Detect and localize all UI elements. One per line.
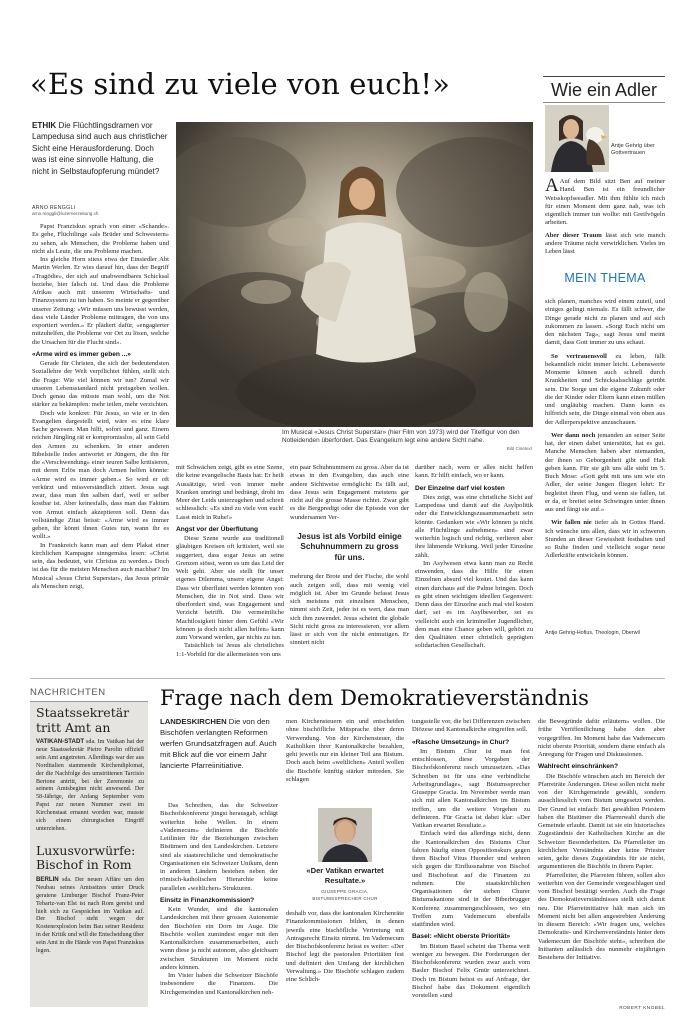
- portrait-caption: Antje Gehrig über Gottvertrauen: [611, 143, 655, 157]
- pull-quote: Jesus ist als Vorbild einige Schuhnummern zu gross für uns.: [297, 531, 402, 562]
- article-column-2: [176, 464, 284, 670]
- author-block: [32, 205, 169, 216]
- news-item-2-text: [36, 876, 144, 956]
- news-body: sda. Im Vatikan hat der neue Staatssekretär Pietro Parolin offiziell sein Amt angetreten. Allerdings war der aus Norditalien stammende Kirchendiplomat, der die Nachfolge des umstrittenen Tarcisio Bertone antritt, bei der Zeremonie zu seinem Amtsbeginn nicht anwesend. Der 58-Jährige, der Anfang September vom Papst zur neuen Nummer zwei im Kirchenstaat ernannt worden war, musste sich einem chirurgischen Eingriff unterziehen.: [36, 739, 144, 832]
- news-item-1-text: [36, 738, 144, 834]
- subheading: Einsitz in Finanzkommission?: [160, 896, 255, 904]
- news-body: sda. Der neuen Affäre um den Neubau seines Amtssitzes unter Druck geratene Limburger Bischof Franz-Peter Tebartz-van Elst ist nach Rom gereist und hielt sich zu Gesprächen im Vatikan auf. Der Bischof steht wegen der Kostenexplosion beim Bau seiner Residenz in der Kritik und will die Entscheidung über sein Amt in die Hände von Papst Franziskus legen.: [36, 876, 144, 955]
- article-column-3: [290, 464, 409, 670]
- bottom-headline: Frage nach dem Demokratieverständnis: [160, 686, 589, 710]
- paragraph: In Frankreich kann man auf dem Plakat einer kirchlichen Kampagne sinngemäss lesen: «Christ sein, das bedeutet, wie Christus zu werden.» Doch ist das für die meisten Menschen auch machbar? Im Musical «Jesus Christ Superstar», das Jesus primär als Menschen zeigt,: [32, 541, 169, 590]
- subheading: Der Einzelne darf viel kosten: [415, 484, 505, 492]
- sidebar-p1: Auf dem Bild sitzt Ben auf meiner Hand. Ben ist ein freundlicher Weisskopfseeadler. Mit ihm fühlte ich mich für einen Moment dem ganz nah, was ich eigentlich immer tun wollte: mit Greifvögeln arbeiten.: [545, 178, 665, 227]
- paragraph: tungsstelle vor, die bei Differenzen zwischen Diözese und Kantonalkirche eingreifen soll.: [412, 718, 530, 734]
- mein-thema-label: MEIN THEMA: [564, 271, 646, 285]
- paragraph: Kein Wunder, sind die kantonalen Landeskirchen mit ihrer grossen Autonomie den Bischöfen ein Dorn im Auge. Die Bischöfe wollen zumindest enger mit den Kantonalkirchen zusammenarbeiten, auch wenn diese ja nicht autonom, also gleichsam zwischen Strukturen im Moment nicht anders können.: [160, 906, 278, 971]
- paragraph: Tatsächlich ist Jesus als christliches 1:1-Vorbild für die allermeisten von uns: [176, 642, 284, 658]
- paragraph: die Bewegründe dafür erläutern» wollen. Die frühe Veröffentlichung habe den aber vorgegriffen. Im Moment habe das Vademecum nicht oberste Priorität, sondern diene einfach als Anregung für Fragen und Diskussionen.: [538, 718, 665, 758]
- bottom-lede-text: Die von den Bischöfen verlangten Reformen werfen Grundsatzfragen auf. Auch mit Blick auf die vor einem Jahr lancierte Pfarreiinitiative.: [160, 717, 277, 770]
- bold-lead: Aber dieser Traum: [545, 231, 602, 239]
- paragraph: Diese Szene wurde aus traditionell gläubigen Kreisen oft kritisiert, weil sie suggeriert, dass sogar Jesus an seine Grenzen stösst, wenn es um das Leid der Welt geht. Aber sie stellt für unser eigenes Dilemma, unsere eigene Angst: Dass wir überflutet werden könnten von Menschen, die in Not sind. Dass wir überfordert sind, was Engagement und Verzicht betrifft. Die vermeintliche Machtlosigkeit hinter dem Gefühl «Wir können ja doch nicht allen helfen» kann zum Vorwand werden, gar nichts zu tun.: [176, 535, 284, 641]
- bold-lead: So vertrauensvoll: [551, 352, 607, 360]
- article-column-4: [415, 464, 533, 670]
- sidebar-p2: lässt sich wie manch andere Träume nicht verwirklichen. Vieles im Leben lässt: [545, 231, 665, 255]
- paragraph: mehrung der Brote und der Fische, die wohl auch zeigen soll, dass mit wenig viel möglich ist. Aber im Grunde befasst Jesus sich meistens mit einzelnen Menschen, nimmt sich Zeit, jeder ist es wert, dass man sich ihm zuwendet. Jesus scheint die globale Sicht nicht gross zu interessieren, vor allem lässt er sich von ihr nicht entmutigen. Er sinniert nicht: [290, 573, 409, 647]
- news-section-label: NACHRICHTEN: [30, 687, 148, 702]
- jesus-christ-superstar-photo: [176, 122, 533, 427]
- bold-lead: Wir fallen nie: [551, 519, 592, 527]
- paragraph: men Kirchensteuern ein und entscheiden ohne bischöfliche Mitsprache über deren Verwendung. Von der Kirchensteuer, die Katholiken ihrer Kantonalkirche bezahlen, geht jeweils nur ein kleiner Teil ans Bistum. Doch auch beim «weltlichen» Anteil wollen die Bischöfe künftig stärker mitreden. Sie schlagen: [286, 718, 404, 783]
- bottom-author: ROBERT KNOBEL: [619, 1006, 665, 1011]
- bold-lead: Wer dann noch: [551, 431, 596, 439]
- photo-credit: Bild Cinetext: [506, 446, 532, 451]
- subheading: «Arme wird es immer geben ...»: [32, 350, 131, 358]
- paragraph: Das Schreiben, das die Schweizer Bischofskonferenz jüngst herausgab, schlägt weiterhin hohe Wellen. In einem «Vademecum» definieren die Bischöfe Leitlinien für die Beziehungen zwischen Bistümern und den Landeskirchen. Letztere sind als staatsrechtliche und demokratische Organisationen ein Schweizer Unikum, denn in anderen Ländern bestehen neben der römisch-katholischen Hierarchie keine parallelen «weltlichen» Strukturen.: [160, 802, 278, 892]
- lede-text: Die Flüchtlingsdramen vor Lampedusa sind auch aus christlicher Sicht eine Herausforderung. Doch was ist eine sinnvolle Haltung, die nicht in Selbstaufopferung mündet?: [32, 121, 168, 176]
- paragraph: Dies zeigt, was eine christliche Sicht auf Lampedusa und damit auf die Asylpolitik oder die Entwicklungszusammenarbeit sein könnte. Gedanken wie «Wir können ja nicht alle Flüchtlinge aufnehmen» sind zwar weiterhin logisch und richtig, verlieren aber ihre lähmende Wirkung. Weil jeder Einzelne zählt.: [415, 493, 533, 559]
- paragraph: mit Schwächen zeigt, gibt es eine Szene, die keine evangelische Basis hat: Er heilt Aussätzige, wird von immer mehr Kranken umringt und bedrängt, droht im Meer der Leids unterzugehen und schreit schliesslich: «Es sind zu viele von euch! Lasst mich in Ruhe!»: [176, 464, 284, 521]
- paragraph: Ins gleiche Horn stiess etwa der Einsiedler Abt Martin Werlen. Er wies darauf hin, dass der Begriff «Tragödie», der sich auf unabwendbares Schicksal beziehe, hier falsch ist. Und dass die Probleme Afrikas auch mit unserem Wirtschafts- und Finanzsystem zu tun haben. So meinte er gegenüber unserer Zeitung: «Wir müssen uns bewusst werden, dass viele Länder Probleme mittragen, die von uns exportiert werden.» Er plädiert dafür, «engagierter mitzuhelfen, die Probleme vor Ort zu lösen, welche die Ursachen für die Flucht sind».: [32, 256, 169, 346]
- news-kicker: VATIKAN-STADT: [36, 738, 85, 745]
- paragraph: Einfach wird das allerdings nicht, denn die Kantonalkirchen des Bistums Chur fahren häufig einen Oppositionskurs gegen ihren Bischof Vitus Huonder und wehren sich gegen die Einflussnahme von Bischof und Bischofsrat auf die Finanzen zu nehmen. Die staatskirchlichen Organisationen der sieben Churer Bistumskantone sind in der Biberbrugger Konferenz zusammengeschlossen, wo ein Treffen zum Vademecum ebenfalls stattfinden wird.: [412, 830, 530, 928]
- paragraph: Im Bistum Basel scheint das Thema weit weniger zu bewegen. Die Forderungen der Bischofskonferenz wurden zwar auch vom Basler Bischof Felix Gmür unterzeichnet. Doch im Bistum heisst es auf Anfrage, der Bischof habe das Dokument eigentlich vorstellen «und: [412, 942, 530, 999]
- sidebar-top-rule: [543, 76, 665, 77]
- paragraph: ein paar Schuhnummern zu gross. Aber da ist etwas in den Evangelien, das auch eine andere Sichtweise ermöglicht: Es fällt auf, dass Jesus sein Engagement meistens gar nicht auf die grosse Masse richtet. Zwar gibt es die Bergpredigt oder die Episode von der wundersamen Ver-: [290, 464, 409, 521]
- bottom-column-2b: [286, 910, 404, 1014]
- sidebar-text-bottom: [545, 298, 665, 616]
- sidebar-p5: jemanden an seiner Seite hat, der einen dabei unterstützt, hat es gut. Manche Menschen haben aber niemanden, der ihnen so Geborgenheit gibt und Halt geben kann. Für sie gilt uns alle steht im 5. Buch Mose: «Gott geht mit uns um wie ein Adler, der seine Jungen fliegen lehrt: Er begleitet ihren Flug, und wenn sie fallen, ist er da, er breitet seine Schwingen unter ihnen aus und fängt sie auf.»: [545, 431, 665, 513]
- paragraph: [545, 353, 665, 427]
- subheading: Angst vor der Überflutung: [176, 525, 259, 533]
- sidebar-title: Wie ein Adler: [543, 78, 665, 103]
- article-column-1: [32, 223, 169, 670]
- subheading: Basel: «Nicht oberste Priorität»: [412, 933, 511, 941]
- lede-kicker: ETHIK: [32, 121, 57, 130]
- paragraph: Die Bischöfe wünschen auch im Bereich der Pfarreiräte Änderungen. Diese sollen nicht mehr von der Kirchgemeinde gewählt, sondern ausschliesslich vom Bistum umgesetzt werden. Der Grund ist einfach: Bei gewählten Priestern haben die Bistümer die Pfarrerwahl durch die Gemeinde erlaubt. Damit ist sie ein historisches Zugeständnis der Katholischen Kirche an die Schweizer Besonderheiten. Da Pfarreileiter im kirchlichen Verständnis aber keine Priester seien, gelte dieses Zugeständnis für sie nicht, argumentieren die Bischöfe in ihrem Papier.: [538, 772, 665, 871]
- sidebar-p4: zu leben, fällt bekanntlich nicht immer leicht. Lebenswerte Momente können auch schnell durch Krankheiten und Schicksalsschläge getrübt sein. Die Sorge um die eigene Zukunft oder die der Kinder oder Eltern kann einen müllen und ungläubig machen. Dann kann es hilfreich sein, die Dinge einmal von oben aus der Adlerperspektive anzuschauen.: [545, 352, 665, 426]
- bottom-column-4: [538, 718, 665, 1004]
- paragraph: Pfarreileiter, die Pfarreien führen, sollen also weiterhin von der Gemeinde vorgeschlagen und vom Bischof bestätigt werden. Auch die Frage des Demokratieverständnisses stellt sich damit neu. Die Pfarreiinitiative hält man sich im Moment nicht bei allen angestrebten Änderung in diesem Bereich: «Wir fragen uns, welches Demokratie- und Kirchenverständnis hinter dem Vademecum der Bischöfe steht», schreiben die Initianten anlässlich des nunmehr einjährigen Bestehens der Initiative.: [538, 871, 665, 961]
- drop-cap: A: [545, 178, 559, 196]
- bottom-column-3: [412, 718, 530, 1014]
- sidebar-p6: tiefer als in Gottes Hand. Ich wünsche uns allen, dass wir in schweren Stunden an dieser Gewissheit festhalten und so Ruhe finden und vielleicht sogar neue Adlerkräfte entwickeln können.: [545, 519, 665, 560]
- sidebar-text-top: [545, 178, 665, 260]
- paragraph: Im Asylwesen etwa kann man zu Recht einwenden, dass die Hilfe für einen Einzelnen absurd viel kostet. Und das kann einen durchaus auf die Palme bringen. Doch es gibt einen wichtigen ideellen Gegenwert: Denn dass der Einzelne auch mal viel kosten darf, sei es im Asylbewerber, sei es vielleicht auch ein krimineller Jugendlicher, dem man eine Chance geben will, gehört zu den Qualitäten einer christlich geprägten solidarischen Gesellschaft.: [415, 559, 533, 650]
- paragraph: sich planen, manches wird einem zuteil, und einiges gelingt niemals. Es fällt schwer, die Dinge gerade nicht zu planen und auf sich zukommen zu lassen. «Sorgt Euch nicht um den nächsten Tag», sagt Jesus und meint damit, dass Gott immer zu uns schaut.: [545, 298, 665, 347]
- paragraph: darüber nach, wem er alles nicht helfen kann. Er hilft einfach, wo er kann.: [415, 464, 533, 480]
- paragraph: deshalb vor, dass die kantonalen Kirchenräte Finanzkommissionen bilden, in denen jeweils eine bischöfliche Vertretung mit Antragsrecht Einsitz nimmt. Im Vademecum der Bischofskonferenz heisst es weiter: «Der Bischof legt die pastoralen Prioritäten fest und definiert den Umfang der kirchlichen Verwaltung.» Die Bischöfe schlagen zudem eine Schlich-: [286, 910, 404, 983]
- bottom-column-2: [286, 718, 404, 800]
- author-name: ARNO RENGGLI: [32, 205, 76, 211]
- spokesperson-portrait: [318, 808, 372, 862]
- bottom-lede: [160, 717, 278, 772]
- photo-caption: Im Musical «Jesus Christ Superstar» (hier Film von 1973) wird der Titelfigur von den Notleidenden überfordert. Das Evangelium legt eine andere Sicht nahe.: [282, 429, 520, 444]
- bottom-column-1: [160, 802, 278, 1014]
- pull-quote: «Der Vatikan erwartet Resultate.»: [306, 866, 384, 885]
- paragraph: Im Visier haben die Schweizer Bischöfe insbesondere die Finanzen. Die Kirchgemeinden und Kantonalkirchen neh-: [160, 972, 278, 996]
- paragraph: Im Bistum Chur ist man fest entschlossen, diese Vorgaben der Bischofskonferenz rasch umzusetzen. «Das Schreiben ist für uns eine verbindliche Arbeitsgrundlage», sagt Bistumssprecher Giuseppe Gracia. Im November werde man sich mit allen Kantonalkirchen im Bistum treffen, um die weitere Vorgehen zu definieren. Für Gracia ist dabei klar: «Der Vatikan erwartet Resultate.»: [412, 747, 530, 829]
- bottom-lede-kicker: LANDESKIRCHEN: [160, 717, 227, 726]
- news-kicker: BERLIN: [36, 875, 59, 883]
- news-box: [30, 702, 148, 1007]
- paragraph: Papst Franziskus sprach von einer «Schande». Es gehe, Flüchtlinge «als Brüder und Schwestern» zu sehen, als Menschen, die Probleme haben und nicht als Leute, die uns Probleme machen.: [32, 223, 169, 255]
- sidebar-signature: Antje Gehrig-Hofius, Theologin, Oberwil: [545, 630, 640, 636]
- section-divider: [30, 678, 665, 679]
- paragraph: [545, 519, 665, 560]
- subheading: Wahlrecht einschränken?: [538, 763, 619, 771]
- main-headline: «Es sind zu viele von euch!»: [30, 67, 450, 101]
- paragraph: Gerade für Christen, die sich der bedeutendsten Soziallehre der Welt verpflichtet fühlen, stellt sich die Frage: Wie viel können wir tun? Zumal wir unseren Lebensstandard nicht preisgeben wollen. Doch genau das müsste man wohl, um die Not stärker zu bekämpfen: mehr teilen, mehr verzichten.: [32, 360, 169, 409]
- quote-attribution: GIUSEPPE GRACIA, BISTUMSSPRECHER CHUR: [312, 889, 378, 901]
- author-email: arno.renggli@luzernerzeitung.ch: [32, 211, 99, 216]
- news-item-1-title: Staatssekretär tritt Amt an: [36, 705, 130, 735]
- paragraph: Doch wie konkret: Für Jesus, so wie er in den Evangelien dargestellt wird, wäre es eine klare Sache gewesen. Man hilft, sofort und ganz. Einem reichen Jüngling rät er kompromisslos, all sein Geld den Armen zu schenken. In einer anderen Bibelstelle indes antwortet er Jüngern, die ihn für die «Verschwendung» einer teuren Salbe kritisieren, mit deren Erlös man doch Armen helfen könnte: «Arme wird es immer geben.» So wird er oft verkürzt und missverständlich zitiert. Jesus sagt zwar, dass man ihn salben darf, weil er selber kostbar ist. Aber keinesfalls, dass man das Faktum von Armut einfach akzeptieren soll. Denn das vollständige Zitat heisst: «Arme wird es immer geben, ihr könnt ihnen Gutes tun, wann ihr es wollt.»: [32, 409, 169, 541]
- paragraph: [545, 178, 665, 228]
- crowd-photo-svg: [176, 122, 533, 427]
- paragraph: [545, 432, 665, 515]
- portrait-photo: [545, 105, 609, 172]
- news-item-2-title: Luxusvorwürfe: Bischof in Rom: [36, 842, 136, 873]
- lede: [32, 120, 169, 177]
- subheading: «Rasche Umsetzung» in Chur?: [412, 738, 510, 746]
- paragraph: [545, 232, 665, 257]
